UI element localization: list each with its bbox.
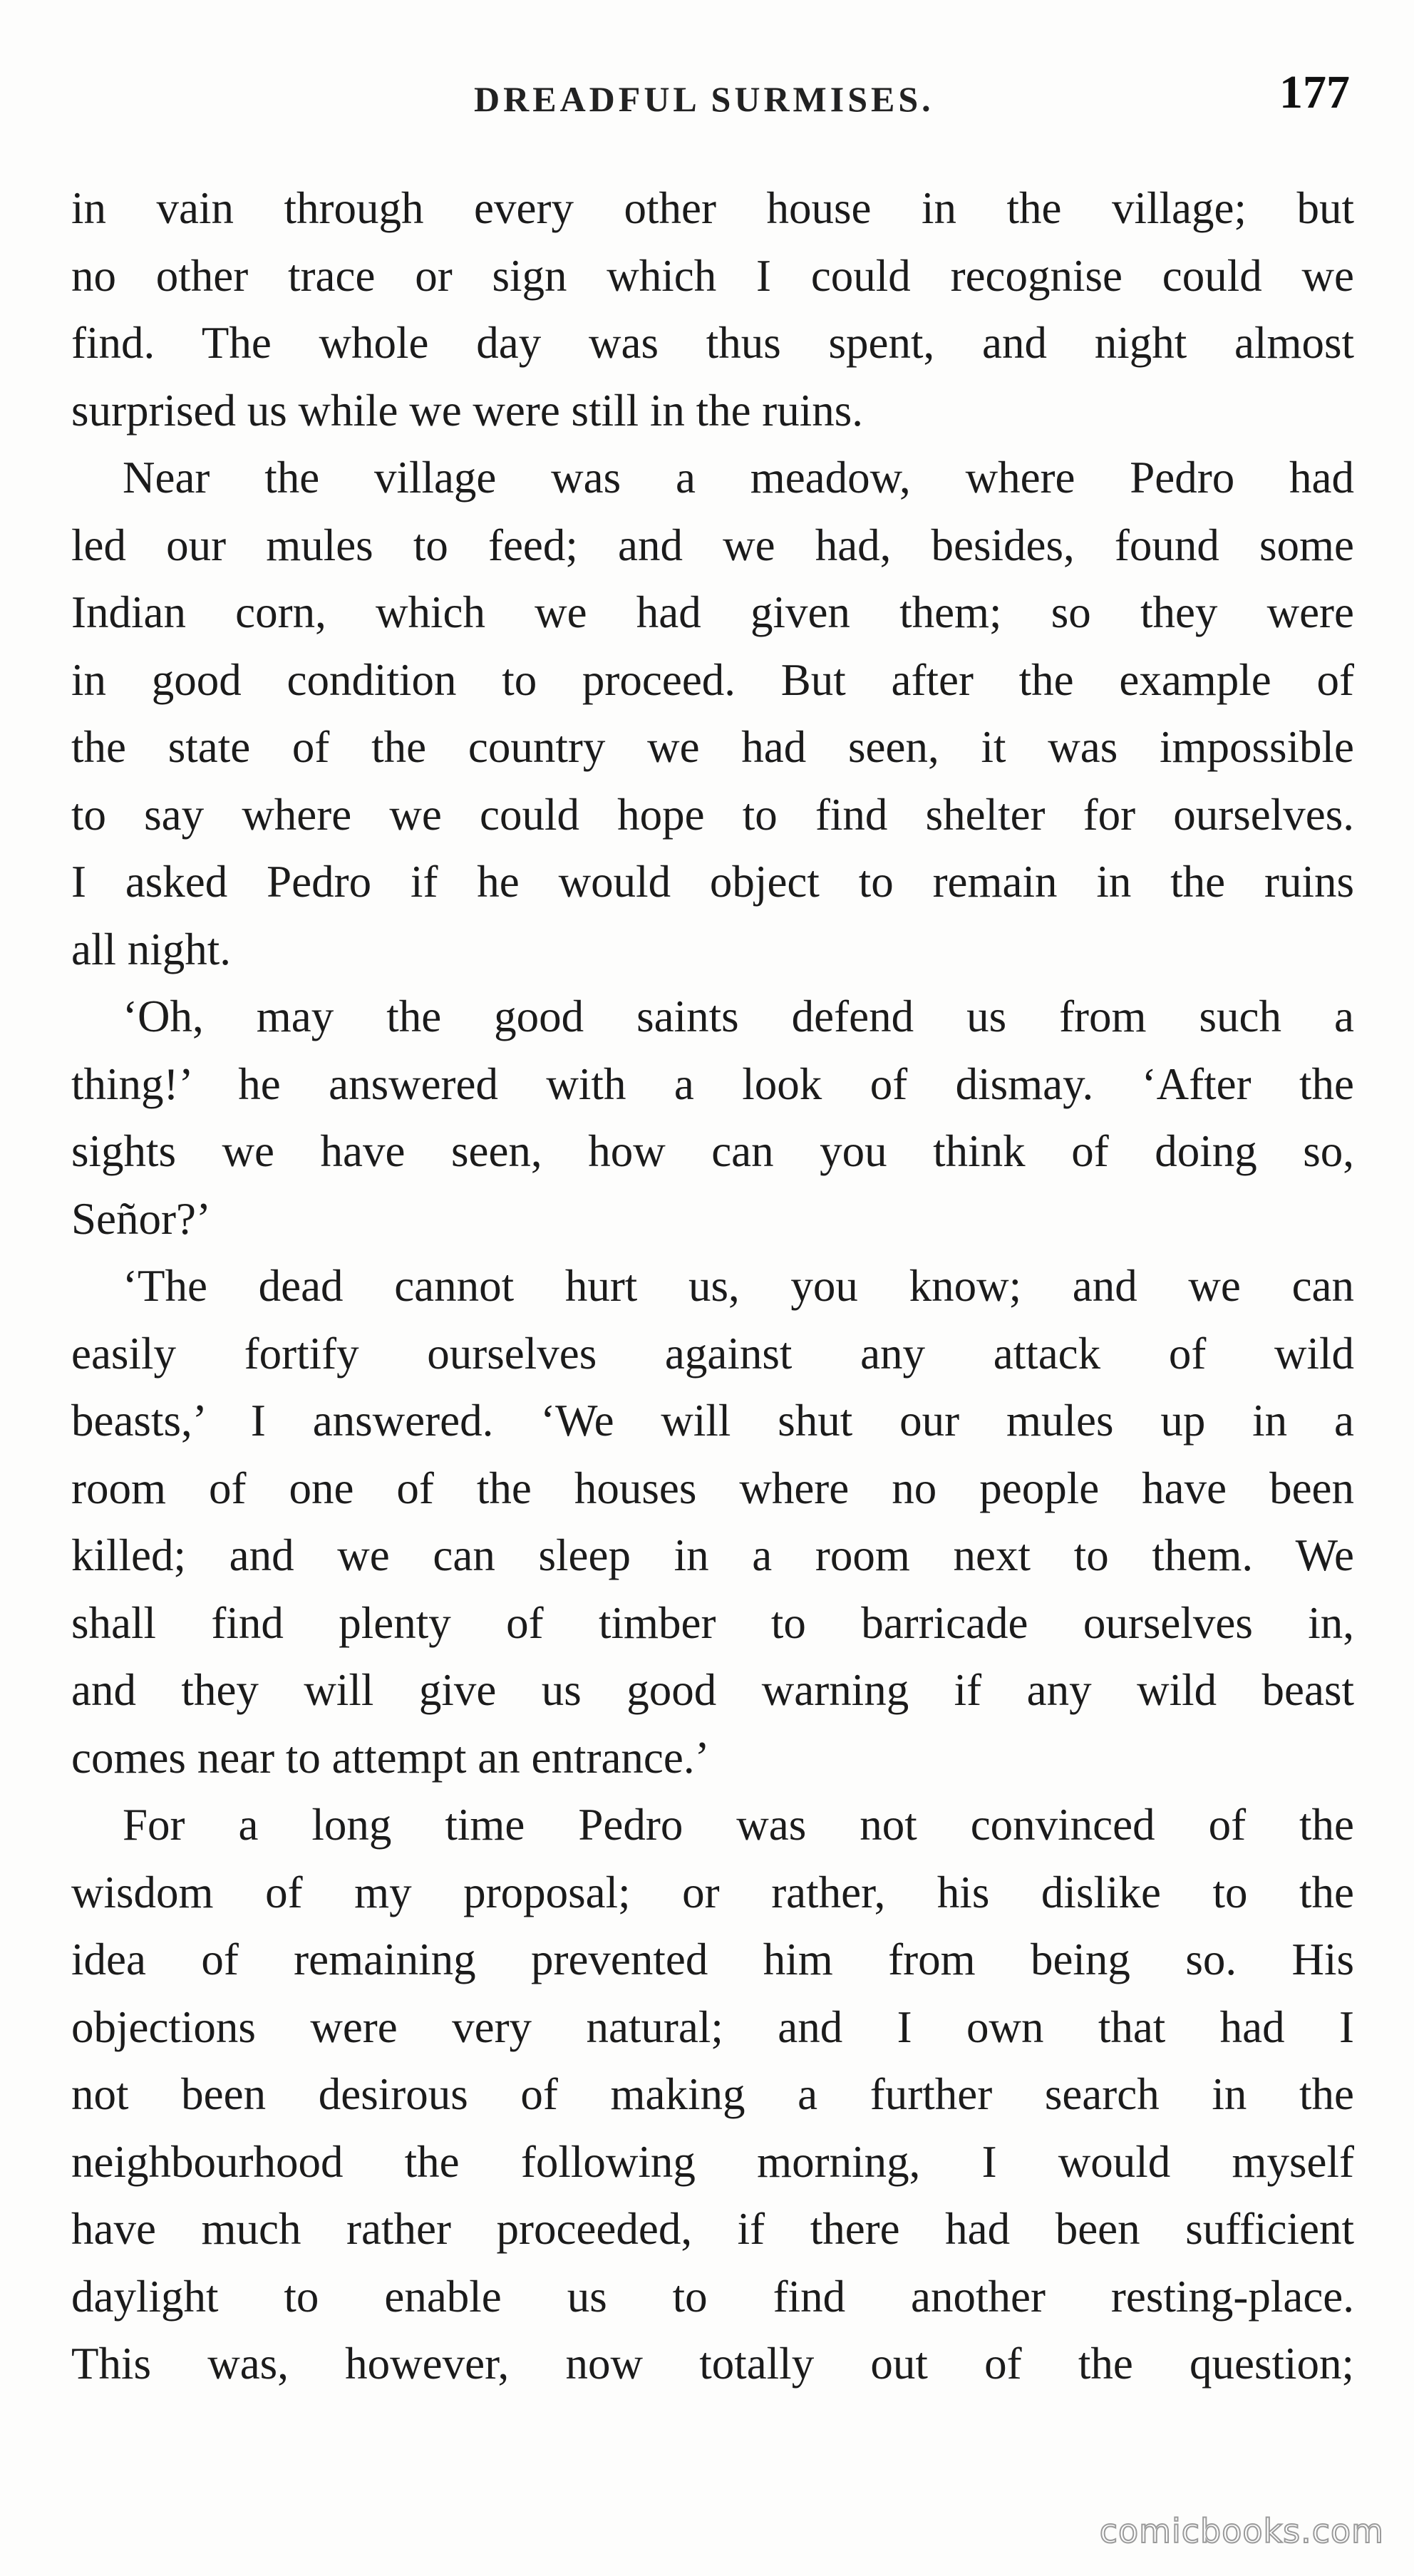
text-line: find. The whole day was thus spent, and night almost [71,318,1354,368]
text-line: the state of the country we had seen, it was impossible [71,722,1354,772]
text-line: thing!’ he answered with a look of dismay. ‘After the [71,1058,1354,1109]
paragraph-4 [71,1252,1354,1791]
text-line: ‘Oh, may the good saints defend us from such a [123,991,1354,1041]
text-line: beasts,’ I answered. ‘We will shut our mules up in a [71,1396,1354,1446]
text-line: in vain through every other house in the village; but [71,183,1354,233]
text-line: to say where we could hope to find shelter for ourselves. [71,789,1354,840]
text-line: led our mules to feed; and we had, besides, found some [71,520,1354,570]
page-number: 177 [1279,66,1350,118]
text-line: neighbourhood the following morning, I would myself [71,2136,1354,2187]
text-line: surprised us while we were still in the ruins. [71,385,864,436]
text-line: For a long time Pedro was not convinced of the [123,1800,1354,1850]
paragraph-3 [71,983,1354,1252]
text-line: idea of remaining prevented him from being so. His [71,1934,1354,1984]
text-line: I asked Pedro if he would object to remain in the ruins [71,857,1354,907]
running-head: DREADFUL SURMISES. [474,79,934,119]
text-line: killed; and we can sleep in a room next to them. We [71,1530,1354,1580]
text-line: daylight to enable us to find another resting-place. [71,2271,1354,2322]
text-line: This was, however, now totally out of the question; [71,2339,1354,2389]
paragraph-2 [71,444,1354,983]
body-text [71,175,1354,2398]
text-line: shall find plenty of timber to barricade ourselves in, [71,1597,1354,1648]
text-line: Señor?’ [71,1193,211,1244]
text-line: and they will give us good warning if any wild beast [71,1665,1354,1715]
text-line: objections were very natural; and I own that had I [71,2001,1354,2052]
page-header [71,66,1350,130]
text-line: ‘The dead cannot hurt us, you know; and we can [123,1261,1354,1311]
text-line: no other trace or sign which I could recognise could we [71,250,1354,301]
text-line: sights we have seen, how can you think of doing so, [71,1126,1354,1176]
watermark-logo: comicbooks.com [1099,2512,1384,2550]
text-line: in good condition to proceed. But after the example of [71,654,1354,705]
text-line: room of one of the houses where no people have been [71,1463,1354,1513]
paragraph-5 [71,1791,1354,2398]
text-line: comes near to attempt an entrance.’ [71,1732,710,1783]
text-line: easily fortify ourselves against any attack of wild [71,1328,1354,1379]
paragraph-1 [71,175,1354,444]
text-line: have much rather proceeded, if there had been sufficient [71,2204,1354,2254]
text-line: Near the village was a meadow, where Pedro had [123,453,1354,503]
text-line: not been desirous of making a further search in the [71,2069,1354,2119]
text-line: all night. [71,924,231,974]
text-line: wisdom of my proposal; or rather, his dislike to the [71,1867,1354,1917]
text-line: Indian corn, which we had given them; so they were [71,587,1354,637]
